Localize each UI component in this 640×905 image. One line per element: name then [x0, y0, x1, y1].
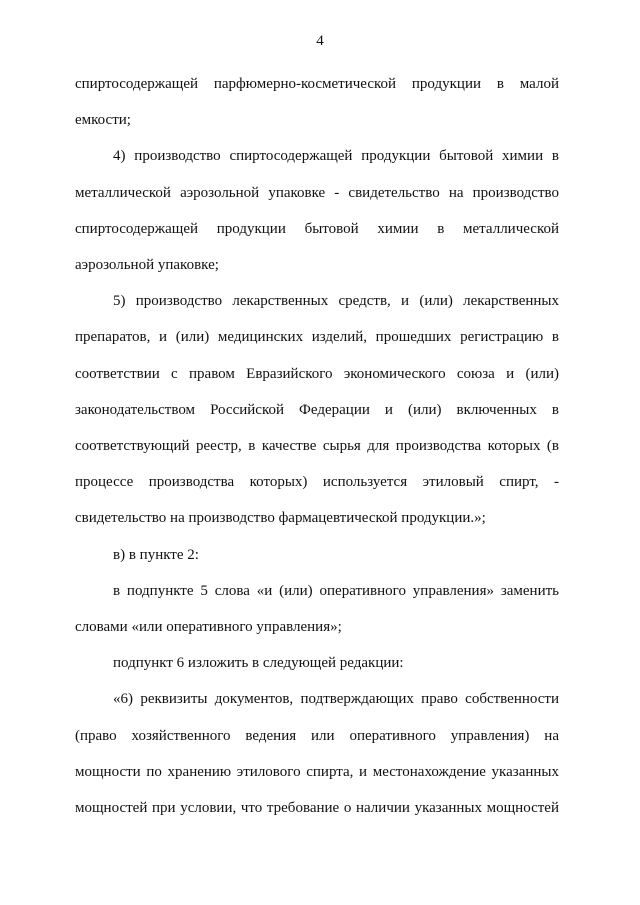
- paragraph-subitem-5-change: в подпункте 5 слова «и (или) оперативного управления» заменить словами «или оперативного управления»;: [75, 582, 559, 636]
- page-number: 4: [316, 33, 324, 49]
- paragraph-subitem-6-intro: подпункт 6 изложить в следующей редакции:: [113, 655, 404, 672]
- paragraph-item-5: 5) производство лекарственных средств, и (или) лекарственных препаратов, и (или) медицинских изделий, прошедших регистрацию в соответствии с правом Евразийского экономического союза и (или) законодательством Российской Федерации и (или) включенных в соответствующий реестр, в качестве сырья для производства которых (в процессе производства которых) используется этиловый спирт, - свидетельство на производство фармацевтической продукции.»;: [75, 293, 559, 527]
- paragraph-item-4: 4) производство спиртосодержащей продукции бытовой химии в металлической аэрозольной упаковке - свидетельство на производство спиртосодержащей продукции бытовой химии в металлической аэрозольной упаковке;: [75, 148, 559, 274]
- paragraph-subitem-6-text: «6) реквизиты документов, подтверждающих право собственности (право хозяйственного ведения или оперативного управления) на мощности по хранению этилового спирта, и местонахождение указанных мощностей при условии, что требование о наличии указанных мощностей: [75, 691, 559, 817]
- paragraph-item-continuation: спиртосодержащей парфюмерно-косметической продукции в малой емкости;: [75, 76, 559, 129]
- paragraph-subpoint-v: в) в пункте 2:: [113, 546, 199, 563]
- document-body: [75, 66, 559, 826]
